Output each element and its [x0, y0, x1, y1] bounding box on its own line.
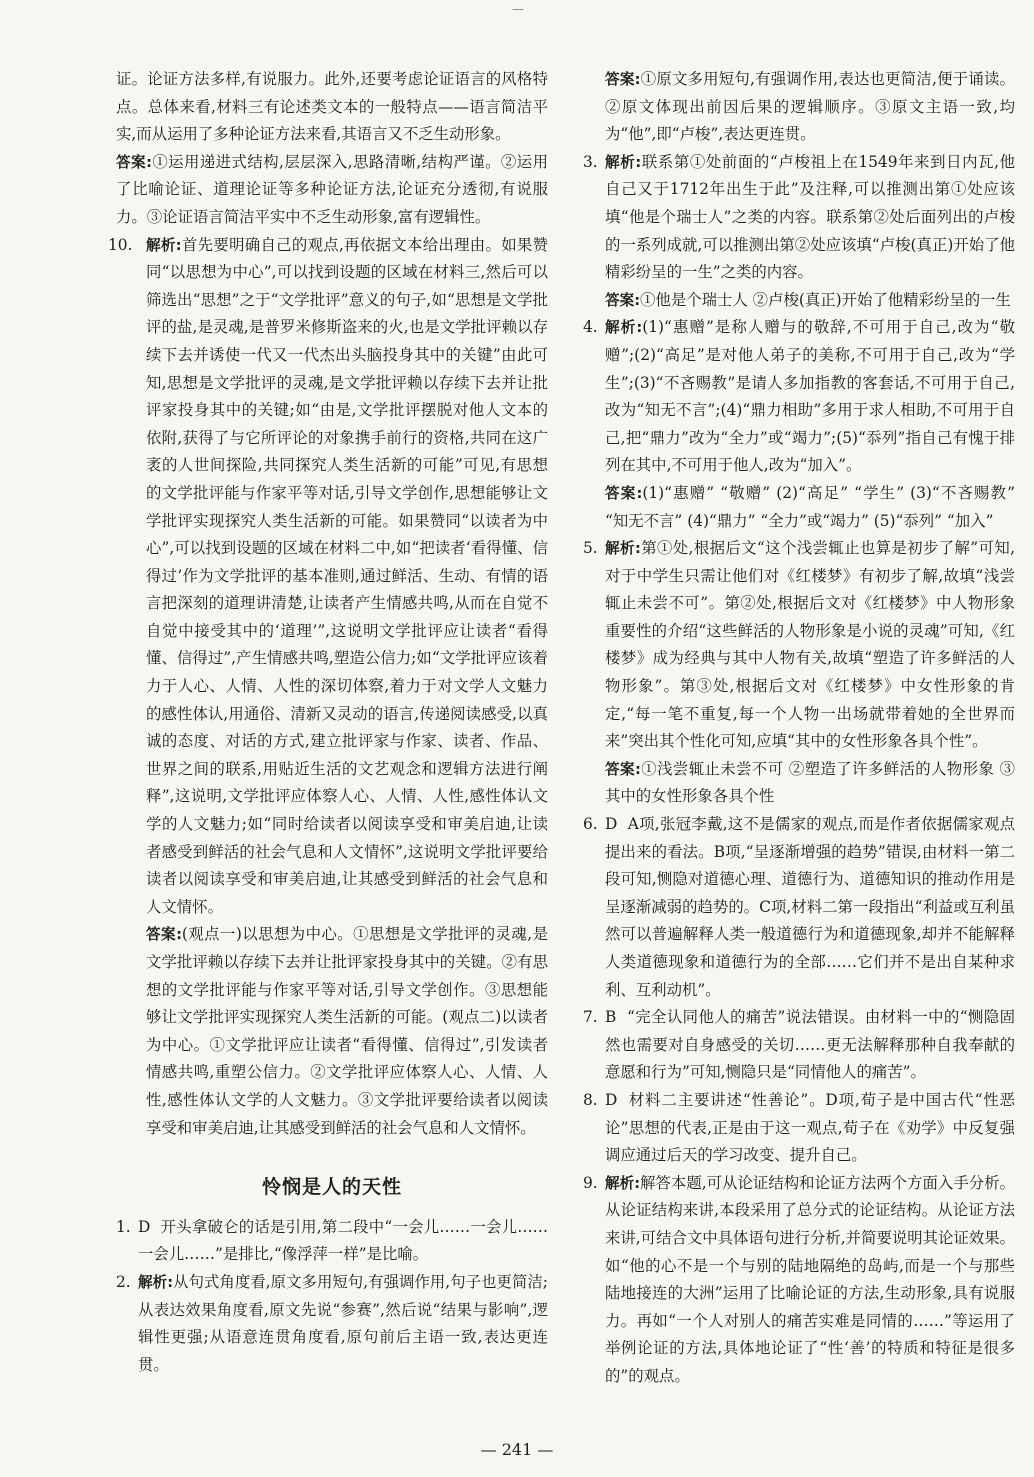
right-column — [583, 66, 1015, 1391]
answer-label: 答案: — [116, 153, 152, 171]
question-10-answer — [116, 921, 548, 1142]
question-2-answer — [583, 66, 1015, 149]
question-number: 3. — [583, 152, 598, 171]
top-mark: — — [512, 2, 524, 16]
question-number: 2. — [116, 1272, 131, 1291]
section-title: 怜悯是人的天性 — [261, 1176, 402, 1199]
question-2 — [116, 1269, 548, 1379]
explanation-text: 材料二主要讲述“性善论”。D项,荀子是中国古代“性恶论”思想的代表,正是由于这一观点,荀子在《劝学》中反复强调应通过后天的学习改变、提升自己。 — [605, 1090, 1015, 1165]
analysis-text: (1)“惠赠”是称人赠与的敬辞,不可用于自己,改为“敬赠”;(2)“高足”是对他人弟子的美称,不可用于自己,改为“学生”;(3)“不吝赐教”是请人多加指教的客套话,不可用于自己,改为“知无不言”;(4)“鼎力相助”多用于求人相助,不可用于自己,把“鼎力”改为“全力”或“竭力”;(5)“忝列”指自己有愧于排列在其中,不可用于他人,改为“加入”。 — [605, 318, 1015, 475]
question-10 — [108, 232, 548, 922]
explanation-text: A项,张冠李戴,这不是儒家的观点,而是作者依据儒家观点提出来的看法。B项,“呈逐渐增强的趋势”错误,由材料一第二段可知,恻隐对道德心理、道德行为、道德知识的推动作用是呈逐渐减弱的趋势的。C项,材料二第一段指出“利益或互利虽然可以普遍解释人类一般道德行为和道德现象,却并不能解释人类道德现象和道德行为的全部……它们并不是出自某种求利、互利动机”。 — [605, 815, 1015, 999]
question-3-answer — [583, 287, 1015, 315]
analysis-text: 解答本题,可从论证结构和论证方法两个方面入手分析。从论证结构来讲,本段采用了总分式的论证结构。从论证方法来讲,可结合文中具体语句进行分析,并简要说明其论证效果。如“他的心不是一个与别的陆地隔绝的岛屿,而是一个与那些陆地接连的大洲”运用了比喻论证的方法,生动形象,具有说服力。再如“一个人对别人的痛苦实难是同情的……”等运用了举例论证的方法,具体地论证了“性‘善’的特质和特征是很多的”的观点。 — [605, 1173, 1015, 1385]
question-9 — [583, 1170, 1015, 1391]
question-5 — [583, 535, 1015, 756]
question-number: 5. — [583, 539, 598, 558]
question-number: 1. — [116, 1217, 131, 1236]
question-5-answer — [583, 756, 1015, 811]
explanation-text: “完全认同他人的痛苦”说法错误。由材料一中的“恻隐固然也需要对自身感受的关切……更无法解释那种自我奉献的意愿和行为”可知,恻隐只是“同情他人的痛苦”。 — [605, 1008, 1015, 1082]
analysis-text: 第①处,根据后文“这个浅尝辄止也算是初步了解”可知,对于中学生只需让他们对《红楼梦》有初步了解,故填“浅尝辄止未尝不可”。第②处,根据后文对《红楼梦》中人物形象重要性的介绍“这些鲜活的人物形象是小说的灵魂”可知,《红楼梦》成为经典与其中人物有关,故填“塑造了许多鲜活的人物形象”。第③处,根据后文对《红楼梦》中女性形象的肯定,“每一笔不重复,每一个人物一出场就带着她的全世界而来”突出其个性化可知,应填“其中的女性形象各具个性”。 — [605, 539, 1015, 751]
analysis-label: 解析: — [605, 540, 641, 558]
answer-text: ①他是个瑞士人 ②卢梭(真正)开始了他精彩纷呈的一生 — [640, 290, 1011, 309]
left-column — [108, 66, 548, 1379]
choice-answer: D — [605, 815, 618, 834]
analysis-text: 联系第①处前面的“卢梭祖上在1549年来到日内瓦,他自己又于1712年出生于此”及注释,可以推测出第①处应该填“他是个瑞士人”之类的内容。联系第②处后面列出的卢梭的一系列成就,可以推测出第②处应该填“卢梭(真正)开始了他精彩纷呈的一生”之类的内容。 — [605, 152, 1015, 282]
analysis-label: 解析: — [605, 319, 643, 337]
answer-label: 答案: — [605, 484, 643, 502]
answer-text: ①原文多用短句,有强调作用,表达也更简洁,便于诵读。②原文体现出前因后果的逻辑顺序。③原文主语一致,均为“他”,即“卢梭”,表达更连贯。 — [605, 70, 1015, 144]
analysis-label: 解析: — [138, 1273, 174, 1291]
question-number: 6. — [583, 815, 598, 834]
answer-label: 答案: — [605, 71, 641, 88]
question-7 — [583, 1004, 1015, 1087]
question-number: 9. — [583, 1173, 598, 1192]
analysis-text: 从句式角度看,原文多用短句,有强调作用,句子也更简洁;从表达效果角度看,原文先说“参赛”,然后说“结果与影响”,逻辑性更强;从语意连贯角度看,原句前后主语一致,表达更连贯。 — [138, 1272, 548, 1374]
answer-text: ①运用递进式结构,层层深入,思路清晰,结构严谨。②运用了比喻论证、道理论证等多种论证方法,论证充分透彻,有说服力。③论证语言简洁平实中不乏生动形象,富有逻辑性。 — [116, 152, 548, 226]
question-4 — [583, 314, 1015, 480]
answer-text: (1)“惠赠” “敬赠” (2)“高足” “学生” (3)“不吝赐教” “知无不言” (4)“鼎力” “全力”或“竭力” (5)“忝列” “加入” — [605, 483, 1015, 530]
intro-paragraph: 证。论证方法多样,有说服力。此外,还要考虑论证语言的风格特点。总体来看,材料三有论述类文本的一般特点——语言简洁平实,而从运用了多种论证方法来看,其语言又不乏生动形象。 — [116, 70, 548, 144]
question-number: 7. — [583, 1008, 598, 1027]
choice-answer: D — [605, 1090, 618, 1109]
page-number: — 241 — — [480, 1440, 554, 1459]
analysis-text: 首先要明确自己的观点,再依据文本给出理由。如果赞同“以思想为中心”,可以找到设题的区域在材料三,然后可以筛选出“思想”之于“文学批评”意义的句子,如“思想是文学批评的盐,是灵魂,是普罗米修斯盗来的火,也是文学批评赖以存续下去并诱使一代又一代杰出头脑投身其中的关键”由此可知,思想是文学批评的灵魂,是文学批评赖以存续下去并让批评家投身其中的关键;如“由是,文学批评摆脱对他人文本的依附,获得了与它所评论的对象携手前行的资格,共同在这广袤的人世间探险,共同探究人类生活新的可能”可见,有思想的文学批评能与作家平等对话,引导文学创作,思想能够让文学批评实现探究人类生活新的可能。如果赞同“以读者为中心”,可以找到设题的区域在材料二中,如“把读者‘看得懂、信得过’作为文学批评的基本准则,通过鲜活、生动、有情的语言把深刻的道理讲清楚,让读者产生情感共鸣,从而在自觉不自觉中接受其中的‘道理’”,这说明文学批评应让读者“看得懂、信得过”,产生情感共鸣,塑造公信力;如“文学批评应该着力于人心、人情、人性的深切体察,着力于对文学人文魅力的感性体认,用通俗、清新又灵动的语言,传递阅读感受,以真诚的态度、对话的方式,建立批评家与作家、读者、作品、世界之间的联系,用贴近生活的文艺观念和逻辑方法进行阐释”,这说明,文学批评应体察人心、人情、人性,感性体认文学的人文魅力;如“同时给读者以阅读享受和审美启迪,让读者感受到鲜活的社会气息和人文情怀”,这说明文学批评要给读者以阅读享受和审美启迪,让其感受到鲜活的社会气息和人文情怀。 — [146, 235, 548, 916]
analysis-label: 解析: — [605, 153, 642, 171]
question-6 — [583, 811, 1015, 1004]
analysis-label: 解析: — [605, 1174, 641, 1192]
answer-text: (观点一)以思想为中心。①思想是文学批评的灵魂,是文学批评赖以存续下去并让批评家投身其中的关键。②有思想的文学批评能与作家平等对话,引导文学创作。③思想能够让文学批评实现探究人类生活新的可能。(观点二)以读者为中心。①文学批评应让读者“看得懂、信得过”,引发读者情感共鸣,重塑公信力。②文学批评应体察人心、人情、人性,感性体认文学的人文魅力。③文学批评要给读者以阅读享受和审美启迪,让其感受到鲜活的社会气息和人文情怀。 — [146, 925, 548, 1137]
choice-answer: B — [605, 1008, 617, 1027]
question-number: 4. — [583, 318, 598, 337]
choice-answer: D — [138, 1217, 151, 1236]
answer-label: 答案: — [146, 926, 182, 944]
question-3 — [583, 149, 1015, 287]
answer-label: 答案: — [605, 291, 641, 309]
question-1 — [116, 1214, 548, 1269]
question-number: 10. — [108, 235, 133, 254]
question-4-answer — [583, 480, 1015, 535]
analysis-label: 解析: — [146, 236, 182, 254]
question-8 — [583, 1087, 1015, 1170]
intro-answer — [116, 149, 548, 232]
answer-text: ①浅尝辄止未尝不可 ②塑造了许多鲜活的人物形象 ③其中的女性形象各具个性 — [605, 759, 1015, 806]
answer-label: 答案: — [605, 760, 641, 778]
explanation-text: 开头拿破仑的话是引用,第二段中“一会儿……一会儿……一会儿……”是排比,“像浮萍一样”是比喻。 — [138, 1217, 548, 1264]
question-number: 8. — [583, 1090, 598, 1109]
